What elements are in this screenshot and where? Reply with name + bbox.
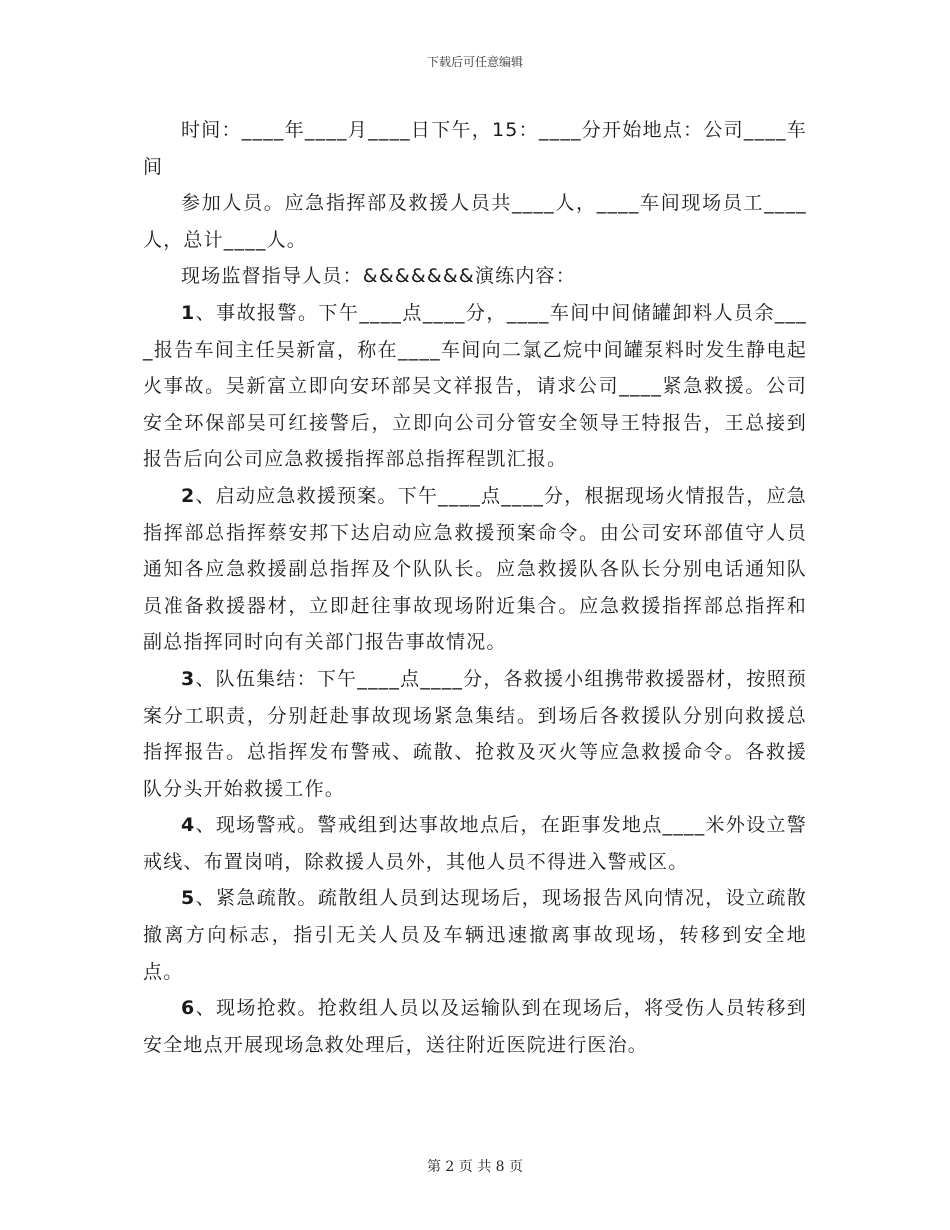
- paragraph-supervisors: [143, 258, 807, 295]
- paragraph-text: 参加人员。应急指挥部及救援人员共____人，____车间现场员工____人，总计____人。: [143, 192, 807, 251]
- paragraph-text: 、启动应急救援预案。下午____点____分，根据现场火情报告，应急指挥部总指挥蔡安邦下达启动应急救援预案命令。由公司安环部值守人员通知各应急救援副总指挥及个队队长。应急救援队各队长分别电话通知队员准备救援器材，立即赶往事故现场附近集合。应急救援指挥部总指挥和副总指挥同时向有关部门报告事故情况。: [143, 484, 807, 654]
- paragraph-step-5: [143, 880, 807, 990]
- paragraph-text: 、现场抢救。抢救组人员以及运输队到在现场后，将受伤人员转移到安全地点开展现场急救处理后，送往附近医院进行医治。: [143, 997, 807, 1056]
- paragraph-text: 时间：____年____月____日下午，15：____分开始地点：公司____车间: [143, 119, 807, 178]
- document-body: [143, 112, 807, 1063]
- paragraph-text: 、现场警戒。警戒组到达事故地点后，在距事发地点____米外设立警戒线、布置岗哨，除救援人员外，其他人员不得进入警戒区。: [143, 814, 807, 873]
- paragraph-text: 、队伍集结：下午____点____分，各救援小组携带救援器材，按照预案分工职责，分别赶赴事故现场紧急集结。到场后各救援队分别向救援总指挥报告。总指挥发布警戒、疏散、抢救及灭火等应急救援命令。各救援队分头开始救援工作。: [143, 667, 807, 800]
- step-number: 6: [181, 997, 196, 1020]
- paragraph-text: 现场监督指导人员：&&&&&&&演练内容：: [181, 265, 576, 288]
- page-footer: 第 2 页 共 8 页: [426, 1159, 524, 1175]
- step-number: 4: [181, 814, 196, 837]
- paragraph-participants: [143, 185, 807, 258]
- paragraph-step-3: [143, 661, 807, 807]
- paragraph-step-1: [143, 295, 807, 478]
- step-number: 3: [181, 667, 196, 690]
- paragraph-step-4: [143, 807, 807, 880]
- step-number: 1: [181, 301, 196, 324]
- paragraph-text: 、紧急疏散。疏散组人员到达现场后，现场报告风向情况，设立疏散撤离方向标志，指引无关人员及车辆迅速撤离事故现场，转移到安全地点。: [143, 887, 807, 983]
- paragraph-step-6: [143, 990, 807, 1063]
- paragraph-time: [143, 112, 807, 185]
- step-number: 5: [181, 887, 196, 910]
- page-header: 下载后可任意编辑: [426, 55, 523, 69]
- paragraph-step-2: [143, 478, 807, 661]
- step-number: 2: [181, 484, 196, 507]
- paragraph-text: 、事故报警。下午____点____分，____车间中间储罐卸料人员余____报告车间主任吴新富，称在____车间向二氯乙烷中间罐泵料时发生静电起火事故。吴新富立即向安环部吴文祥报告，请求公司____紧急救援。公司安全环保部吴可红接警后，立即向公司分管安全领导王特报告，王总接到报告后向公司应急救援指挥部总指挥程凯汇报。: [143, 301, 807, 471]
